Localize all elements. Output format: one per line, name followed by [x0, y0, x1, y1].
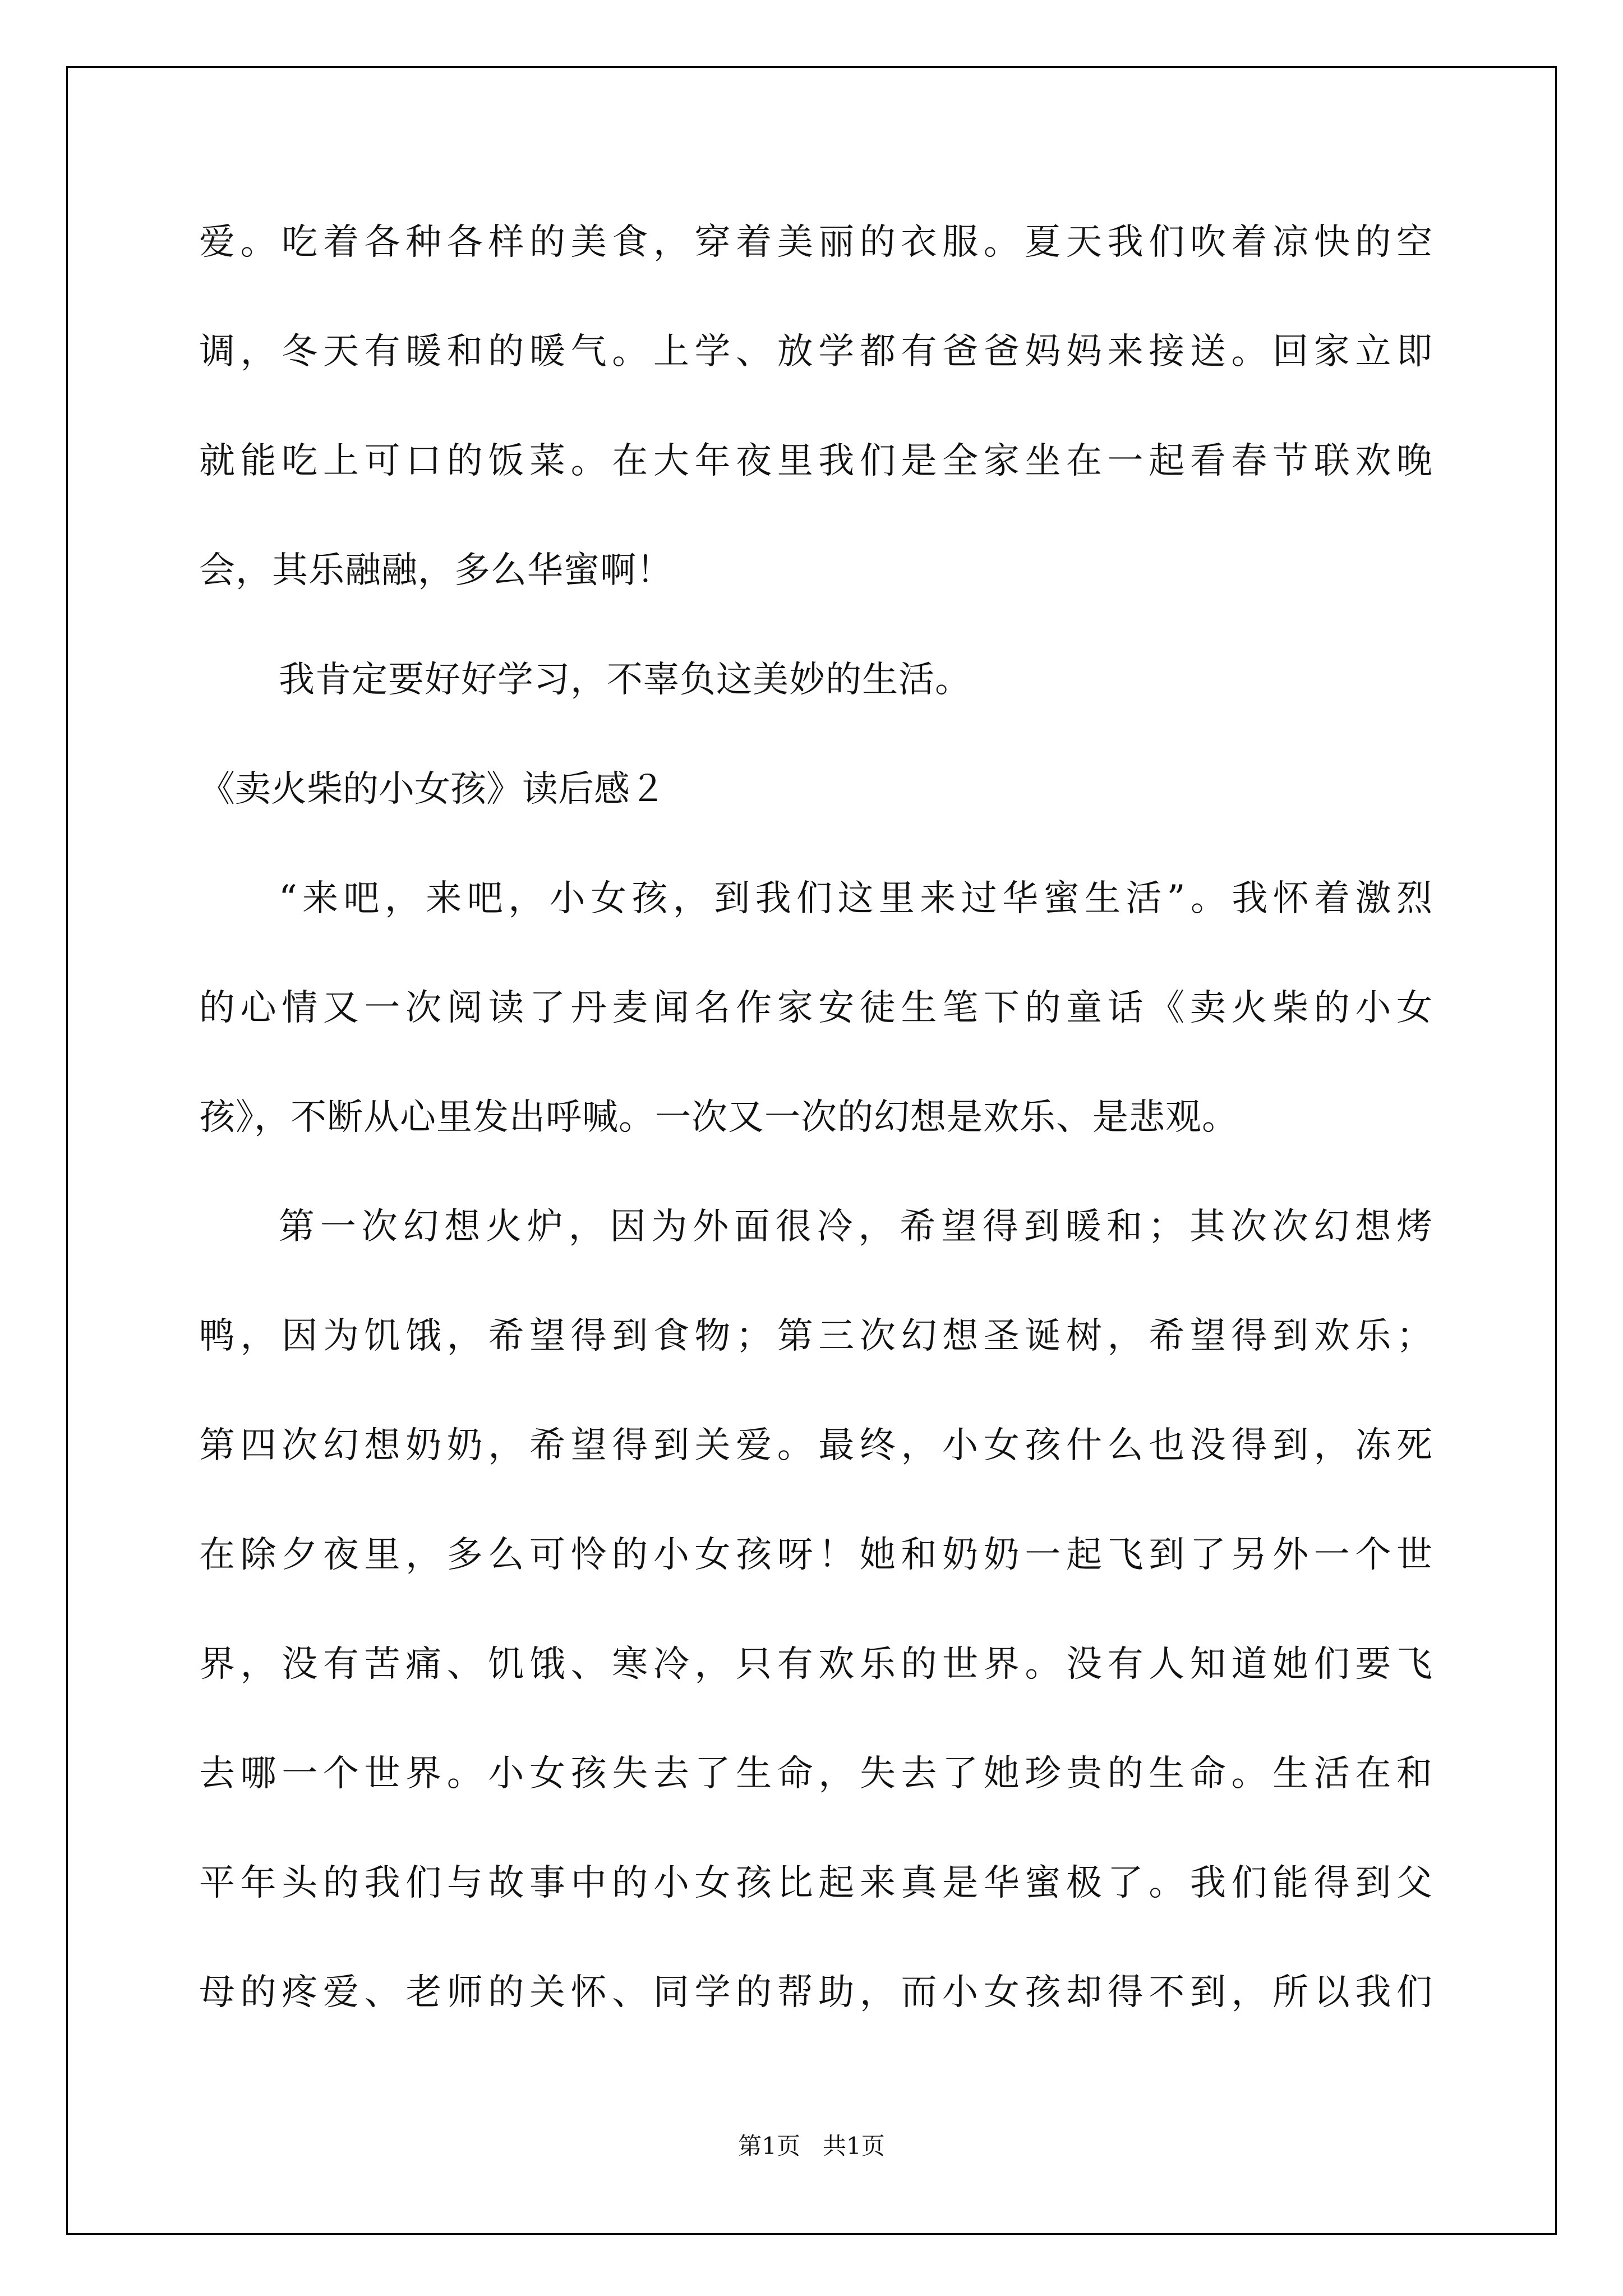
page-border [66, 66, 1557, 2235]
text-line-14: 界，没有苦痛、饥饿、寒冷，只有欢乐的世界。没有人知道她们要飞 [199, 1644, 1433, 1685]
text-line-5: 我肯定要好好学习，不辜负这美妙的生活。 [279, 659, 971, 701]
text-line-13: 在除夕夜里，多么可怜的小女孩呀！她和奶奶一起飞到了另外一个世 [199, 1534, 1433, 1576]
text-line-4: 会，其乐融融，多么华蜜啊！ [199, 550, 673, 591]
text-line-1: 爱。吃着各种各样的美食，穿着美丽的衣服。夏天我们吹着凉快的空 [199, 222, 1433, 263]
text-line-7: “来吧，来吧，小女孩，到我们这里来过华蜜生活”。我怀着激烈 [279, 878, 1433, 919]
page-footer: 第1页 共1页 [738, 2132, 885, 2160]
text-line-10: 第一次幻想火炉，因为外面很冷，希望得到暖和；其次次幻想烤 [279, 1206, 1433, 1248]
text-line-15: 去哪一个世界。小女孩失去了生命，失去了她珍贵的生命。生活在和 [199, 1753, 1433, 1795]
text-line-3: 就能吃上可口的饭菜。在大年夜里我们是全家坐在一起看春节联欢晚 [199, 440, 1433, 482]
text-line-11: 鸭，因为饥饿，希望得到食物；第三次幻想圣诞树，希望得到欢乐； [199, 1315, 1433, 1357]
text-line-9: 孩》，不断从心里发出呼喊。一次又一次的幻想是欢乐、是悲观。 [199, 1097, 1238, 1138]
section-heading: 《卖火柴的小女孩》读后感２ [199, 769, 666, 810]
text-line-17: 母的疼爱、老师的关怀、同学的帮助，而小女孩却得不到，所以我们 [199, 1972, 1433, 2013]
text-line-2: 调，冬天有暖和的暖气。上学、放学都有爸爸妈妈来接送。回家立即 [199, 331, 1433, 372]
text-line-16: 平年头的我们与故事中的小女孩比起来真是华蜜极了。我们能得到父 [199, 1862, 1433, 1904]
text-line-8: 的心情又一次阅读了丹麦闻名作家安徒生笔下的童话《卖火柴的小女 [199, 987, 1433, 1029]
text-line-12: 第四次幻想奶奶，希望得到关爱。最终，小女孩什么也没得到，冻死 [199, 1425, 1433, 1466]
